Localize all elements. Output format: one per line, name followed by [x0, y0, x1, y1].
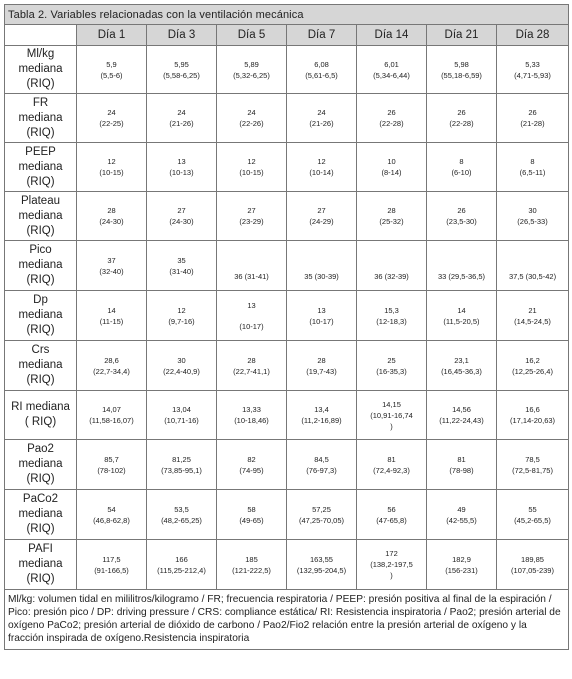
- row-label: Crs mediana (RIQ): [5, 341, 77, 391]
- data-cell: [147, 241, 217, 291]
- data-cell: [77, 540, 147, 590]
- cell-median: 13: [177, 157, 186, 166]
- column-header: Día 3: [147, 25, 217, 46]
- table-figure: [4, 4, 568, 650]
- cell-range: (19,7-43): [306, 366, 337, 376]
- cell-median: 13: [317, 305, 326, 315]
- data-cell: [77, 94, 147, 143]
- table-row: [5, 391, 569, 440]
- row-label: Plateau mediana (RIQ): [5, 192, 77, 241]
- cell-median: 54: [107, 504, 116, 514]
- cell-median: 28: [107, 206, 116, 215]
- cell-range: (156-231): [445, 565, 478, 575]
- table-row: [5, 440, 569, 490]
- cell-median: 27: [247, 206, 256, 215]
- data-cell: [217, 46, 287, 94]
- cell-range: (47-65,8): [376, 515, 407, 525]
- cell-range: (22-25): [99, 119, 124, 128]
- data-cell: [357, 94, 427, 143]
- data-cell: [217, 241, 287, 291]
- cell-median: 12: [317, 157, 326, 166]
- cell-range: (121-222,5): [232, 565, 271, 575]
- row-label: Dp mediana (RIQ): [5, 291, 77, 341]
- cell-range: (11,5-20,5): [443, 316, 480, 326]
- data-cell: [357, 341, 427, 391]
- cell-median: 189,85: [521, 554, 544, 564]
- cell-range: (48,2-65,25): [161, 515, 202, 525]
- data-cell: [497, 46, 569, 94]
- column-header: Día 14: [357, 25, 427, 46]
- data-cell: [357, 241, 427, 291]
- data-cell: [77, 440, 147, 490]
- cell-range: (12-18,3): [376, 316, 407, 326]
- cell-median: 182,9: [452, 554, 471, 564]
- cell-median: 24: [177, 108, 186, 117]
- cell-range: (5,32-6,25): [233, 70, 270, 80]
- data-cell: [77, 192, 147, 241]
- table-row: [5, 143, 569, 192]
- cell-range: (17,14-20,63): [510, 416, 556, 425]
- cell-median: 81,25: [172, 454, 191, 464]
- column-header: Día 1: [77, 25, 147, 46]
- cell-median: 13: [247, 300, 256, 310]
- cell-range: (10-15): [99, 168, 124, 177]
- cell-range: (11,22-24,43): [439, 416, 484, 425]
- cell-median: 28: [387, 206, 396, 215]
- data-cell: [147, 94, 217, 143]
- cell-range: (24-29): [309, 217, 334, 226]
- cell-median: 78,5: [525, 454, 540, 464]
- cell-range: (10-13): [169, 168, 194, 177]
- cell-median: 28: [317, 355, 326, 365]
- column-header: Día 21: [427, 25, 497, 46]
- data-cell: [287, 490, 357, 540]
- cell-median: 14,15: [382, 399, 401, 409]
- cell-range: (26,5-33): [517, 217, 548, 226]
- data-cell: [357, 46, 427, 94]
- cell-median: 24: [247, 108, 256, 117]
- cell-median: 27: [317, 206, 326, 215]
- cell-range: (22,7-41,1): [233, 366, 270, 376]
- data-cell: [357, 291, 427, 341]
- cell-range: (5,5-6): [100, 70, 123, 80]
- data-cell: [287, 143, 357, 192]
- data-cell: [217, 341, 287, 391]
- data-cell: [147, 46, 217, 94]
- cell-range: (115,25-212,4): [157, 565, 206, 575]
- cell-median: 14,56: [452, 405, 471, 414]
- cell-median: 5,98: [454, 59, 469, 69]
- data-cell: [147, 440, 217, 490]
- data-cell: [287, 46, 357, 94]
- data-cell: [427, 440, 497, 490]
- cell-range: (11,2-16,89): [301, 416, 342, 425]
- cell-median: 16,6: [525, 405, 540, 414]
- cell-range: (10-18,46): [234, 416, 269, 425]
- data-cell: [287, 192, 357, 241]
- cell-median: 13,4: [314, 405, 329, 414]
- table-row: [5, 94, 569, 143]
- cell-median: 28,6: [104, 355, 119, 365]
- data-cell: [497, 192, 569, 241]
- table-row: [5, 192, 569, 241]
- data-cell: [77, 341, 147, 391]
- cell-median: 35: [177, 255, 186, 265]
- cell-median: 26: [387, 108, 396, 117]
- data-cell: [217, 94, 287, 143]
- cell-median: 84,5: [314, 454, 329, 464]
- cell-range: (46,8-62,8): [93, 515, 130, 525]
- cell-median: 53,5: [174, 504, 189, 514]
- ventilation-table: [4, 4, 569, 650]
- cell-median: 13,04: [172, 405, 191, 414]
- table-row: [5, 241, 569, 291]
- cell-range: (72,5-81,75): [512, 465, 553, 475]
- data-cell: [357, 440, 427, 490]
- cell-range: (23,5-30): [446, 217, 477, 226]
- cell-range: (22,7-34,4): [93, 366, 130, 376]
- data-cell: [357, 490, 427, 540]
- cell-range: (16,45-36,3): [441, 366, 482, 376]
- data-cell: [427, 94, 497, 143]
- cell-median: 15,3: [384, 305, 399, 315]
- cell-median: 30: [528, 206, 537, 215]
- data-cell: [497, 94, 569, 143]
- data-cell: [427, 341, 497, 391]
- cell-median: 37,5 (30,5-42): [508, 272, 557, 281]
- table-row: [5, 540, 569, 590]
- cell-range: (11-15): [99, 316, 124, 326]
- cell-range: (31-40): [169, 266, 194, 276]
- row-label: PEEP mediana (RIQ): [5, 143, 77, 192]
- data-cell: [147, 540, 217, 590]
- data-cell: [147, 291, 217, 341]
- cell-median: 8: [459, 157, 464, 166]
- table-row: [5, 490, 569, 540]
- data-cell: [287, 391, 357, 440]
- cell-range: (76-97,3): [306, 465, 337, 475]
- cell-range: (22-28): [379, 119, 404, 128]
- row-label: Ml/kg mediana (RIQ): [5, 46, 77, 94]
- cell-range: (138,2-197,5 ): [370, 560, 413, 580]
- cell-median: 49: [457, 504, 466, 514]
- data-cell: [497, 440, 569, 490]
- cell-median: 27: [177, 206, 186, 215]
- data-cell: [217, 440, 287, 490]
- cell-range: (21-26): [169, 119, 194, 128]
- data-cell: [287, 341, 357, 391]
- data-cell: [77, 143, 147, 192]
- data-cell: [497, 291, 569, 341]
- cell-range: (6-10): [451, 168, 472, 177]
- cell-range: (55,18-6,59): [441, 70, 482, 80]
- row-label: RI mediana ( RIQ): [5, 391, 77, 440]
- data-cell: [357, 540, 427, 590]
- cell-median: 14,07: [102, 405, 121, 414]
- data-cell: [497, 391, 569, 440]
- data-cell: [217, 540, 287, 590]
- cell-median: 6,08: [314, 59, 329, 69]
- cell-median: 23,1: [454, 355, 469, 365]
- cell-range: (5,61-6,5): [305, 70, 338, 80]
- table-row: [5, 46, 569, 94]
- cell-median: 81: [387, 454, 396, 464]
- cell-range: (10-17): [239, 321, 264, 331]
- cell-median: 25: [387, 355, 396, 365]
- row-label: PAFI mediana (RIQ): [5, 540, 77, 590]
- cell-range: (12,25-26,4): [512, 366, 553, 376]
- cell-median: 24: [107, 108, 116, 117]
- data-cell: [77, 391, 147, 440]
- cell-range: (10-15): [239, 168, 264, 177]
- cell-median: 14: [457, 305, 466, 315]
- cell-range: (73,85-95,1): [161, 465, 202, 475]
- cell-range: (9,7-16): [168, 316, 195, 326]
- data-cell: [147, 490, 217, 540]
- data-cell: [217, 143, 287, 192]
- cell-range: (24-30): [169, 217, 194, 226]
- cell-range: (10-17): [309, 316, 334, 326]
- cell-median: 85,7: [104, 454, 119, 464]
- cell-median: 172: [385, 549, 398, 558]
- corner-cell: [5, 25, 77, 46]
- data-cell: [427, 46, 497, 94]
- cell-median: 57,25: [312, 504, 331, 514]
- cell-range: (49-65): [239, 515, 264, 525]
- cell-median: 5,95: [174, 59, 189, 69]
- cell-range: (8-14): [381, 168, 402, 177]
- cell-median: 185: [245, 554, 258, 564]
- cell-range: (10-14): [309, 168, 334, 177]
- cell-median: 166: [175, 554, 188, 564]
- cell-range: (24-30): [99, 217, 124, 226]
- cell-median: 81: [457, 454, 466, 464]
- cell-median: 28: [247, 355, 256, 365]
- cell-median: 5,89: [244, 59, 259, 69]
- cell-range: (45,2-65,5): [514, 515, 551, 525]
- cell-median: 21: [528, 305, 537, 315]
- cell-median: 56: [387, 504, 396, 514]
- cell-median: 26: [457, 108, 466, 117]
- data-cell: [77, 46, 147, 94]
- table-footnote: Ml/kg: volumen tidal en mililitros/kilogramo / FR; frecuencia respiratoria / PEEP: presión positiva al final de la espiración / Pico: presión pico / DP: driving pressure / CRS: compliance estática/ RI: Resistencia inspiratoria / Pao2; presión arterial de oxígeno PaCo2; presión arterial de dióxido de carbono / Pao2/Fio2 relación entre la presión arterial de oxígeno y la fracción inspirada de oxígeno.Resistencia inspiratoria: [5, 590, 569, 650]
- data-cell: [287, 540, 357, 590]
- cell-range: (74-95): [239, 465, 264, 475]
- data-cell: [217, 391, 287, 440]
- cell-median: 117,5: [102, 554, 121, 564]
- data-cell: [497, 540, 569, 590]
- data-cell: [497, 490, 569, 540]
- data-cell: [217, 291, 287, 341]
- data-cell: [427, 540, 497, 590]
- table-row: [5, 291, 569, 341]
- row-label: Pao2 mediana (RIQ): [5, 440, 77, 490]
- cell-median: 13,33: [242, 405, 261, 414]
- data-cell: [77, 490, 147, 540]
- data-cell: [497, 143, 569, 192]
- data-cell: [217, 192, 287, 241]
- cell-range: (42-55,5): [446, 515, 477, 525]
- data-cell: [147, 143, 217, 192]
- cell-range: (72,4-92,3): [373, 465, 410, 475]
- data-cell: [497, 341, 569, 391]
- data-cell: [427, 291, 497, 341]
- cell-range: (4,71-5,93): [514, 70, 551, 80]
- cell-range: (107,05-239): [511, 565, 554, 575]
- cell-range: (14,5-24,5): [514, 316, 551, 326]
- cell-median: 33 (29,5-36,5): [437, 272, 486, 281]
- cell-range: (5,34-6,44): [373, 70, 410, 80]
- cell-range: (32-40): [99, 266, 124, 276]
- table-body: [5, 46, 569, 590]
- cell-median: 35 (30-39): [304, 272, 339, 281]
- data-cell: [427, 241, 497, 291]
- data-cell: [357, 192, 427, 241]
- row-label: FR mediana (RIQ): [5, 94, 77, 143]
- cell-median: 6,01: [384, 59, 399, 69]
- table-title: Tabla 2. Variables relacionadas con la ventilación mecánica: [5, 5, 569, 25]
- cell-range: (21-26): [309, 119, 334, 128]
- cell-median: 55: [528, 504, 537, 514]
- cell-range: (132,95-204,5): [296, 565, 347, 575]
- data-cell: [427, 143, 497, 192]
- data-cell: [357, 143, 427, 192]
- column-header-row: [5, 25, 569, 46]
- cell-range: (78-102): [97, 465, 126, 475]
- table-row: [5, 341, 569, 391]
- cell-median: 30: [177, 355, 186, 365]
- cell-range: (10,71-16): [164, 416, 199, 425]
- cell-range: (10,91-16,74 ): [370, 410, 413, 431]
- cell-median: 5,9: [106, 59, 117, 69]
- data-cell: [77, 291, 147, 341]
- cell-median: 5,33: [525, 59, 540, 69]
- column-header: Día 7: [287, 25, 357, 46]
- cell-median: 8: [530, 157, 535, 166]
- data-cell: [287, 241, 357, 291]
- cell-median: 12: [107, 157, 116, 166]
- cell-median: 82: [247, 454, 256, 464]
- cell-median: 16,2: [525, 355, 540, 365]
- cell-range: (11,58-16,07): [89, 416, 134, 425]
- data-cell: [427, 192, 497, 241]
- cell-median: 10: [387, 157, 396, 166]
- data-cell: [497, 241, 569, 291]
- row-label: Pico mediana (RIQ): [5, 241, 77, 291]
- column-header: Día 5: [217, 25, 287, 46]
- cell-median: 12: [177, 305, 186, 315]
- cell-median: 37: [107, 255, 116, 265]
- cell-median: 12: [247, 157, 256, 166]
- data-cell: [427, 490, 497, 540]
- data-cell: [287, 94, 357, 143]
- data-cell: [427, 391, 497, 440]
- cell-range: (6,5-11): [519, 168, 546, 177]
- data-cell: [287, 291, 357, 341]
- cell-range: (22,4-40,9): [163, 366, 200, 376]
- row-label: PaCo2 mediana (RIQ): [5, 490, 77, 540]
- data-cell: [357, 391, 427, 440]
- cell-median: 36 (32-39): [374, 272, 409, 281]
- data-cell: [147, 341, 217, 391]
- cell-median: 14: [107, 305, 116, 315]
- data-cell: [287, 440, 357, 490]
- cell-median: 58: [247, 504, 256, 514]
- cell-median: 163,55: [310, 554, 333, 564]
- cell-range: (5,58-6,25): [163, 70, 200, 80]
- cell-range: (22-28): [449, 119, 474, 128]
- data-cell: [147, 391, 217, 440]
- data-cell: [77, 241, 147, 291]
- cell-range: (47,25-70,05): [298, 515, 345, 525]
- cell-range: (25-32): [379, 217, 404, 226]
- cell-range: (16-35,3): [376, 366, 407, 376]
- cell-range: (22-26): [239, 119, 264, 128]
- cell-median: 24: [317, 108, 326, 117]
- cell-range: (78-98): [449, 465, 474, 475]
- cell-range: (21-28): [520, 119, 545, 128]
- column-header: Día 28: [497, 25, 569, 46]
- cell-median: 36 (31-41): [234, 272, 269, 281]
- cell-range: (23-29): [239, 217, 264, 226]
- cell-median: 26: [457, 206, 466, 215]
- cell-median: 26: [528, 108, 537, 117]
- cell-range: (91-166,5): [94, 565, 129, 575]
- data-cell: [217, 490, 287, 540]
- data-cell: [147, 192, 217, 241]
